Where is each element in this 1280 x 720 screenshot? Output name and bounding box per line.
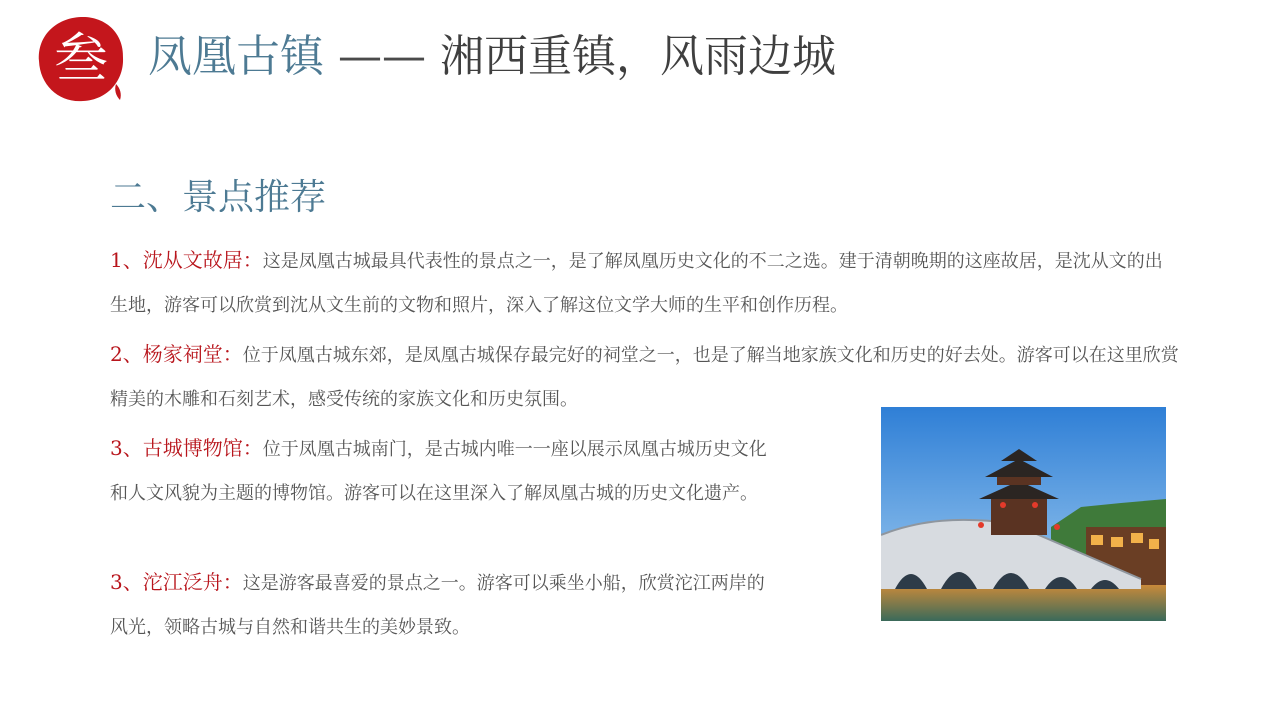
fenghuang-bridge-photo — [881, 407, 1166, 621]
bridge-illustration-icon — [881, 407, 1166, 621]
spot-lead: 3、沱江泛舟： — [110, 570, 243, 594]
page-title — [148, 30, 888, 84]
title-rest: 湘西重镇，风雨边城 — [440, 31, 836, 82]
seal-character: 叁 — [54, 27, 108, 90]
title-accent: 凤凰古镇 — [148, 31, 324, 82]
section-heading: 二、景点推荐 — [110, 177, 327, 218]
spot-text: 位于凤凰古城东郊，是凤凰古城保存最完好的祠堂之一，也是了解当地家族文化和历史的好去处。游客可以在这里欣赏精美的木雕和石刻艺术，感受传统的家族文化和历史氛围。 — [110, 345, 1179, 410]
spot-lead: 3、古城博物馆： — [110, 436, 263, 460]
spot-text: 这是凤凰古城最具代表性的景点之一，是了解凤凰历史文化的不二之选。建于清朝晚期的这座故居，是沈从文的出生地，游客可以欣赏到沈从文生前的文物和照片，深入了解这位文学大师的生平和创作历程。 — [110, 251, 1163, 316]
spot-lead: 1、沈从文故居： — [110, 248, 263, 272]
spot-text: 位于凤凰古城南门，是古城内唯一一座以展示凤凰古城历史文化和人文风貌为主题的博物馆。游客可以在这里深入了解凤凰古城的历史文化遗产。 — [110, 439, 767, 504]
chapter-seal — [36, 14, 126, 104]
spot-paragraph — [110, 426, 782, 516]
spot-paragraph — [110, 238, 1180, 328]
spot-text: 这是游客最喜爱的景点之一。游客可以乘坐小船，欣赏沱江两岸的风光，领略古城与自然和谐共生的美妙景致。 — [110, 573, 765, 638]
title-separator: —— — [338, 31, 426, 82]
spot-lead: 2、杨家祠堂： — [110, 342, 243, 366]
spot-paragraph — [110, 560, 782, 650]
